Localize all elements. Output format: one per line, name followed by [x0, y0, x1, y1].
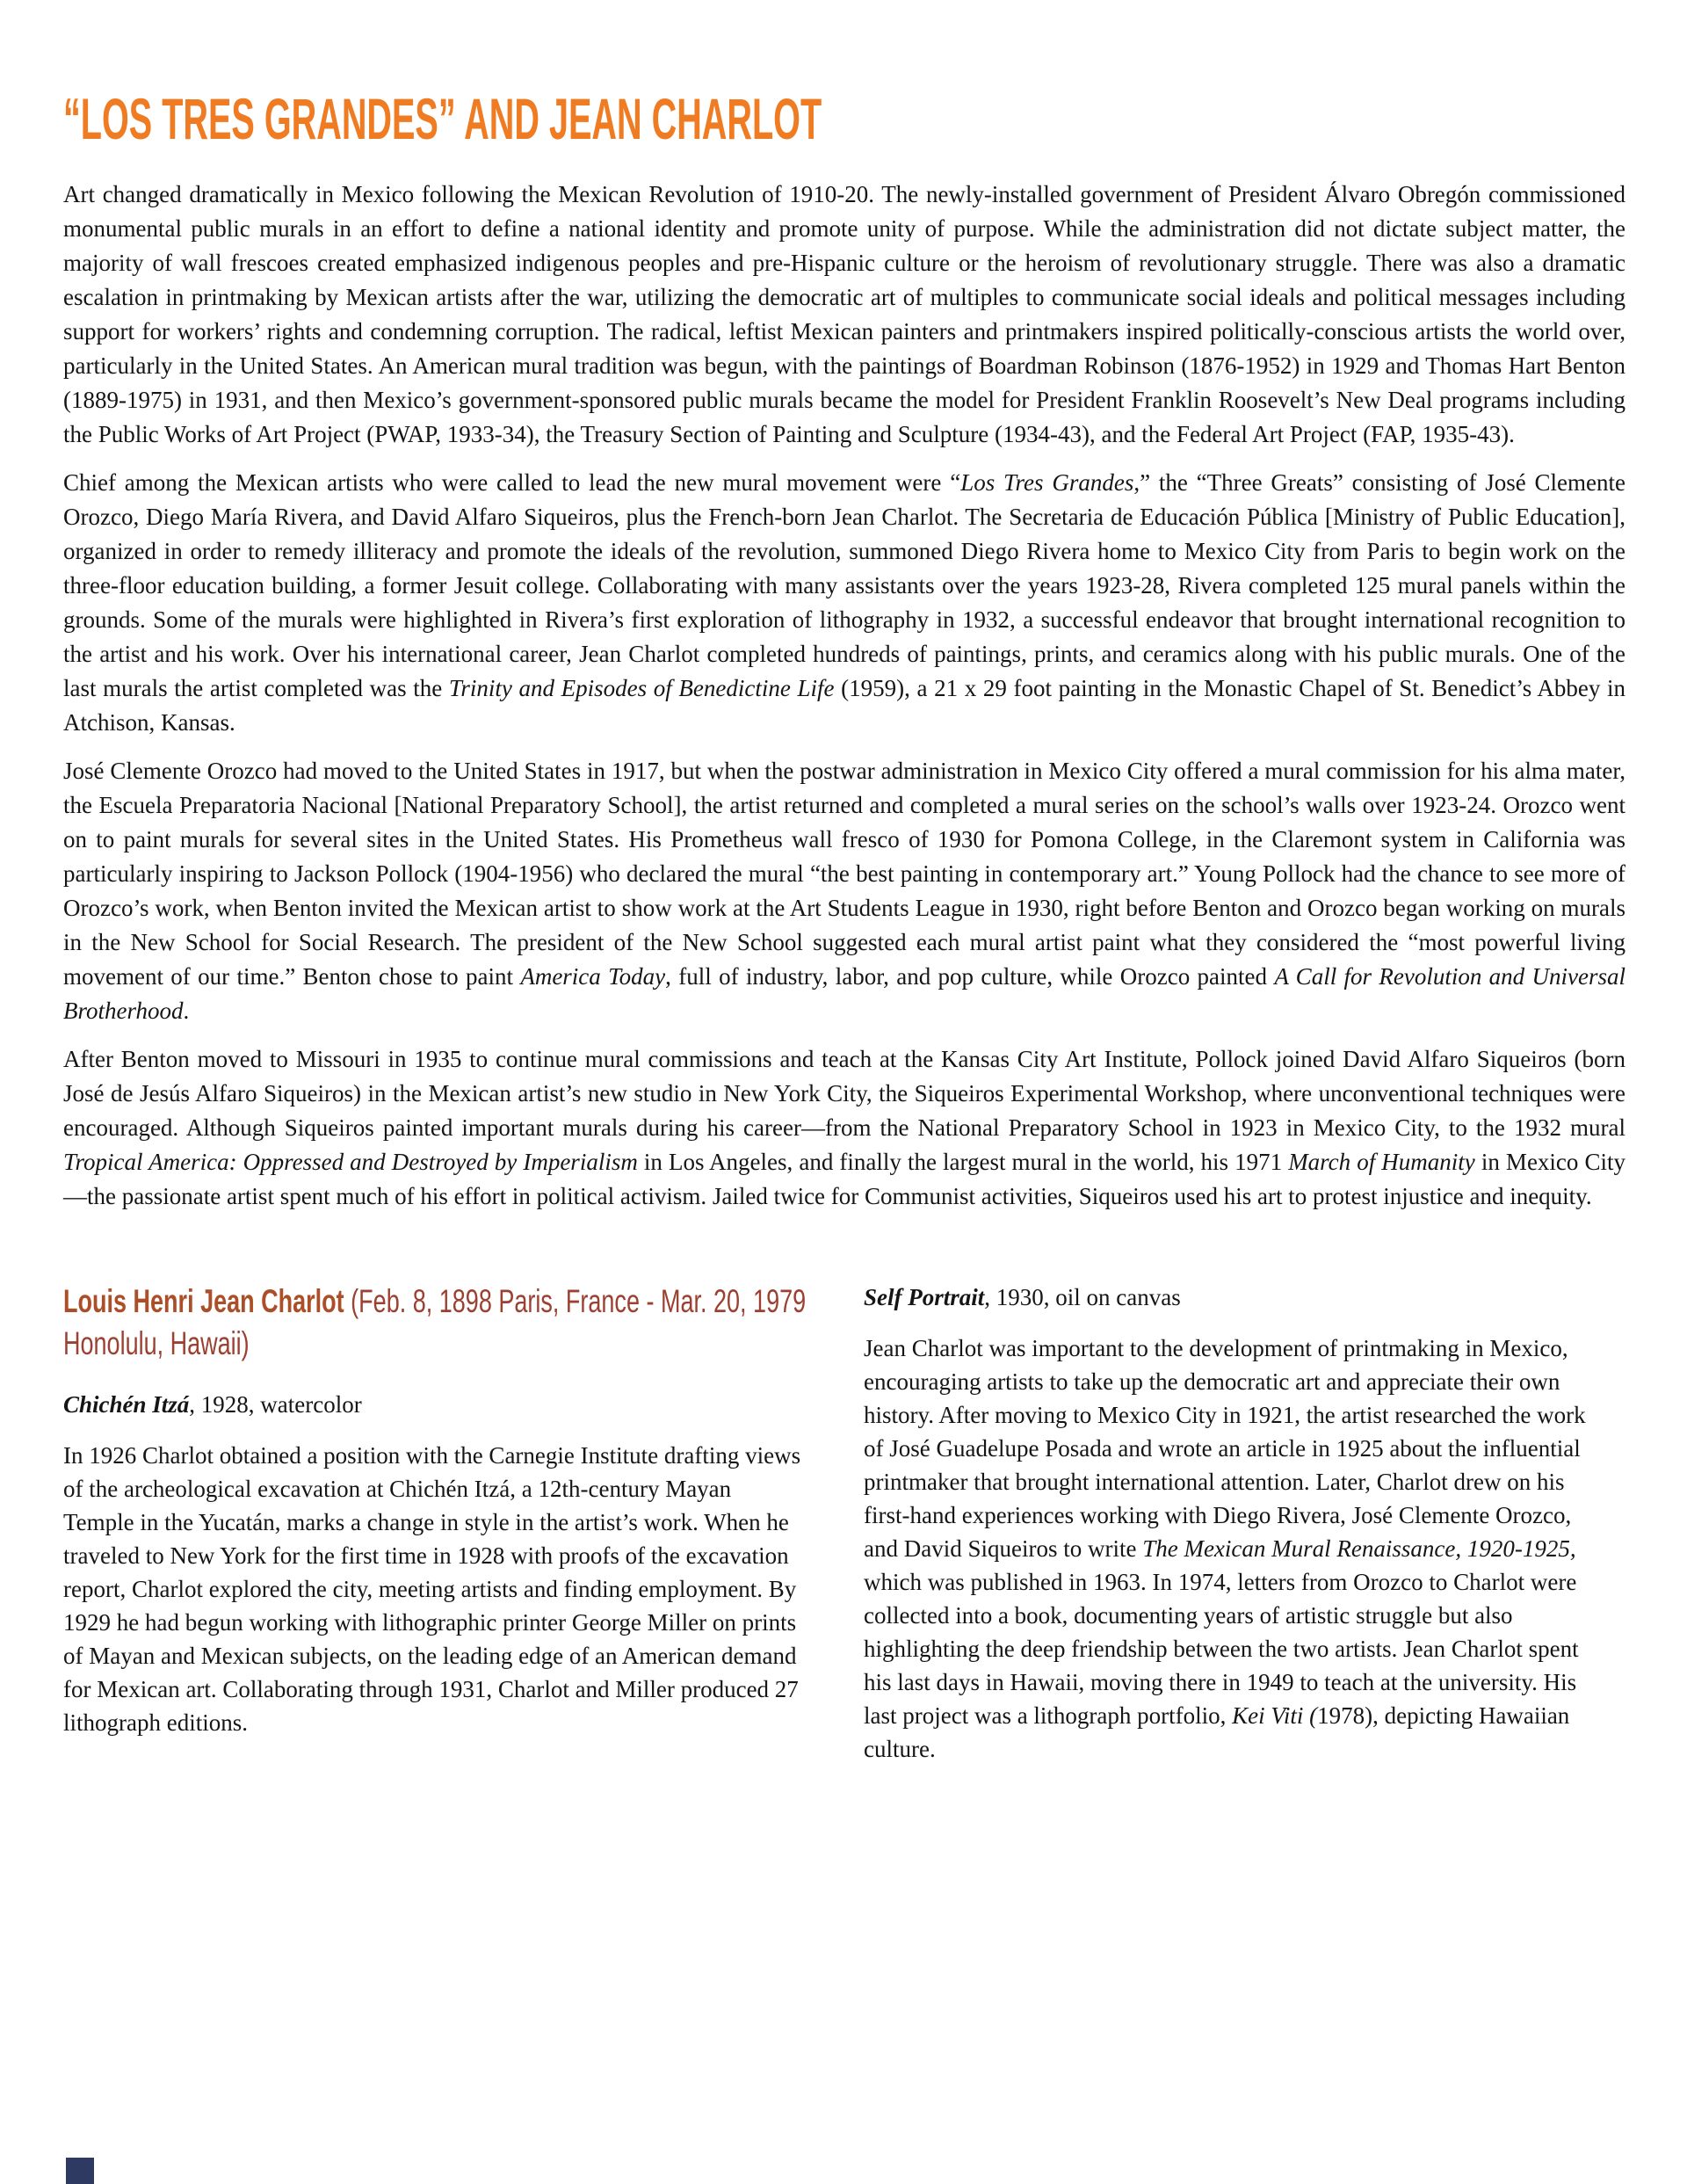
intro-section — [63, 178, 1625, 1214]
artist-heading — [63, 1281, 806, 1365]
artist-name: Louis Henri Jean Charlot — [63, 1283, 344, 1319]
artwork-title-right: Self Portrait — [864, 1284, 985, 1310]
page-title — [63, 88, 1625, 151]
left-column-paragraph: In 1926 Charlot obtained a position with the Carnegie Institute drafting views of the archeological excavation at Chichén Itzá, a 12th-century Mayan Temple in the Yucatán, marks a change in style in the artist’s work. When he traveled to New York for the first time in 1928 with proofs of the excavation report, Charlot explored the city, meeting artists and finding employment. By 1929 he had begun working with lithographic printer George Miller on prints of Mayan and Mexican subjects, on the leading edge of an American demand for Mexican art. Collaborating through 1931, Charlot and Miller produced 27 lithograph editions. — [63, 1442, 801, 1736]
artist-dates: (Feb. 8, 1898 Paris, France - Mar. 20, 1979 Honolulu, Hawaii) — [63, 1283, 807, 1361]
artwork-caption-right — [864, 1281, 1609, 1314]
intro-paragraph-3: José Clemente Orozco had moved to the United States in 1917, but when the postwar administration in Mexico City offered a mural commission for his alma mater, the Escuela Preparatoria Nacional [National Preparatory School], the artist returned and completed a mural series on the school’s walls over 1923-24. Orozco went on to paint murals for several sites in the United States. His Prometheus wall fresco of 1930 for Pomona College, in the Claremont system in California was particularly inspiring to Jackson Pollock (1904-1956) who declared the mural “the best painting in contemporary art.” Young Pollock had the chance to see more of Orozco’s work, when Benton invited the Mexican artist to show work at the Art Students League in 1930, right before Benton and Orozco began working on murals in the New School for Social Research. The president of the New School suggested each mural artist paint what they considered the “most powerful living movement of our time.” Benton chose to paint America Today, full of industry, labor, and pop culture, while Orozco painted A Call for Revolution and Universal Brotherhood. — [63, 758, 1625, 1024]
right-column-paragraph: Jean Charlot was important to the development of printmaking in Mexico, encouraging artists to take up the democratic art and appreciate their own history. After moving to Mexico City in 1921, the artist researched the work of José Guadelupe Posada and wrote an article in 1925 about the influential printmaker that brought international attention. Later, Charlot drew on his first-hand experiences working with Diego Rivera, José Clemente Orozco, and David Siqueiros to write The Mexican Mural Renaissance, 1920-1925, which was published in 1963. In 1974, letters from Orozco to Charlot were collected into a book, documenting years of artistic struggle but also highlighting the deep friendship between the two artists. Jean Charlot spent his last days in Hawaii, moving there in 1949 to teach at the university. His last project was a lithograph portfolio, Kei Viti (1978), depicting Hawaiian culture. — [864, 1335, 1586, 1762]
artwork-caption-left — [63, 1388, 806, 1421]
artwork-caption-right-details: , 1930, oil on canvas — [984, 1284, 1181, 1310]
left-column — [63, 1281, 806, 1739]
artist-heading-text — [63, 1281, 807, 1365]
artist-section — [63, 1281, 1625, 1766]
intro-paragraph-4: After Benton moved to Missouri in 1935 to continue mural commissions and teach at the Kansas City Art Institute, Pollock joined David Alfaro Siqueiros (born José de Jesús Alfaro Siqueiros) in the Mexican artist’s new studio in New York City, the Siqueiros Experimental Workshop, where unconventional techniques were encouraged. Although Siqueiros painted important murals during his career—from the National Preparatory School in 1923 in Mexico City, to the 1932 mural Tropical America: Oppressed and Destroyed by Imperialism in Los Angeles, and finally the largest mural in the world, his 1971 March of Humanity in Mexico City—the passionate artist spent much of his effort in political activism. Jailed twice for Communist activities, Siqueiros used his art to protest injustice and inequity. — [63, 1046, 1625, 1209]
intro-paragraph-1: Art changed dramatically in Mexico following the Mexican Revolution of 1910-20. The newly-installed government of President Álvaro Obregón commissioned monumental public murals in an effort to define a national identity and promote unity of purpose. While the administration did not dictate subject matter, the majority of wall frescoes created emphasized indigenous peoples and pre-Hispanic culture or the heroism of revolutionary struggle. There was also a dramatic escalation in printmaking by Mexican artists after the war, utilizing the democratic art of multiples to communicate social ideals and political messages including support for workers’ rights and condemning corruption. The radical, leftist Mexican painters and printmakers inspired politically-conscious artists the world over, particularly in the United States. An American mural tradition was begun, with the paintings of Boardman Robinson (1876-1952) in 1929 and Thomas Hart Benton (1889-1975) in 1931, and then Mexico’s government-sponsored public murals became the model for President Franklin Roosevelt’s New Deal programs including the Public Works of Art Project (PWAP, 1933-34), the Treasury Section of Painting and Sculpture (1934-43), and the Federal Art Project (FAP, 1935-43). — [63, 181, 1625, 447]
page-title-text: “LOS TRES GRANDES” AND JEAN CHARLOT — [63, 86, 822, 151]
intro-paragraph-2: Chief among the Mexican artists who were called to lead the new mural movement were “Los Tres Grandes,” the “Three Greats” consisting of José Clemente Orozco, Diego María Rivera, and David Alfaro Siqueiros, plus the French-born Jean Charlot. The Secretaria de Educación Pública [Ministry of Public Education], organized in order to remedy illiteracy and promote the ideals of the revolution, summoned Diego Rivera home to Mexico City from Paris to begin work on the three-floor education building, a former Jesuit college. Collaborating with many assistants over the years 1923-28, Rivera completed 125 mural panels within the grounds. Some of the murals were highlighted in Rivera’s first exploration of lithography in 1932, a successful endeavor that brought international recognition to the artist and his work. Over his international career, Jean Charlot completed hundreds of paintings, prints, and ceramics along with his public murals. One of the last murals the artist completed was the Trinity and Episodes of Benedictine Life (1959), a 21 x 29 foot painting in the Monastic Chapel of St. Benedict’s Abbey in Atchison, Kansas. — [63, 469, 1626, 736]
artwork-caption-left-details: , 1928, watercolor — [189, 1391, 362, 1418]
footer-page-marker — [66, 2158, 94, 2184]
right-column — [864, 1281, 1609, 1766]
artwork-title-left: Chichén Itzá — [63, 1391, 190, 1418]
